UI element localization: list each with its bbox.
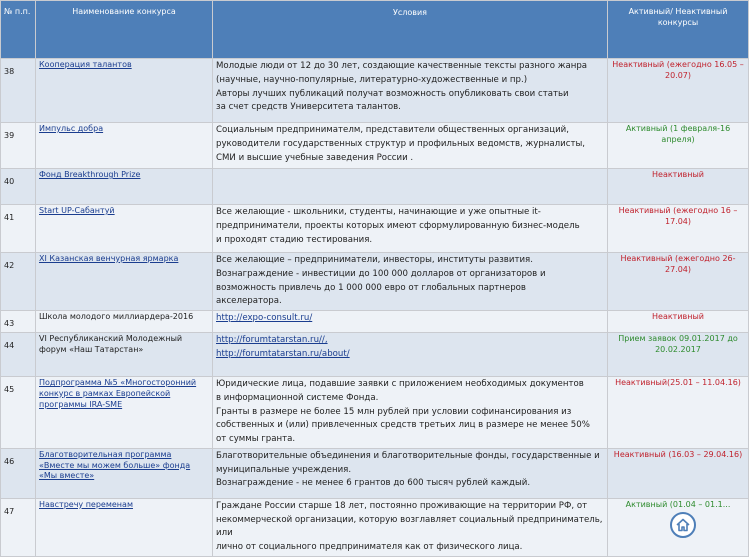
status-cell: Неактивный (ежегодно 16 – 17.04): [608, 205, 749, 253]
row-number: 45: [1, 377, 36, 449]
conditions-cell: [213, 253, 608, 311]
conditions-line: от суммы гранта.: [216, 434, 296, 444]
table-row: [1, 205, 749, 253]
conditions-line: Молодые люди от 12 до 30 лет, создающие качественные тексты разного жанра: [216, 61, 588, 71]
status-cell: Активный (01.04 – 01.1...: [608, 498, 749, 556]
conditions-cell: [213, 59, 608, 123]
conditions-line: Социальным предпринимателм, представители общественных организаций,: [216, 125, 569, 135]
header-status: Активный/ Неактивный конкурсы: [608, 1, 749, 59]
contest-name-link[interactable]: Фонд Breakthrough Prize: [39, 170, 141, 179]
table-row: [1, 169, 749, 205]
conditions-line: муниципальные учреждения.: [216, 464, 352, 475]
table-row: [1, 498, 749, 556]
contest-name-cell: [36, 498, 213, 556]
table-row: [1, 59, 749, 123]
row-number: 39: [1, 123, 36, 169]
status-cell: Прием заявок 09.01.2017 до 20.02.2017: [608, 333, 749, 377]
table-row: [1, 123, 749, 169]
table-row: [1, 448, 749, 498]
conditions-line: Граждане России старше 18 лет, постоянно проживающие на территории РФ, от: [216, 500, 588, 511]
table-row: [1, 311, 749, 333]
contest-name-cell: [36, 448, 213, 498]
conditions-line: Вознаграждение - не менее 6 грантов до 600 тысяч рублей каждый.: [216, 478, 531, 489]
conditions-line: СМИ и высшие учебные заведения России .: [216, 152, 414, 163]
contest-name-link[interactable]: Благотворительная программа «Вместе мы можем больше» фонда «Мы вместе»: [39, 449, 191, 481]
header-num: № п.п.: [1, 1, 36, 59]
status-cell: Неактивный (ежегодно 26-27.04): [608, 253, 749, 311]
conditions-cell: [213, 448, 608, 498]
home-icon: [676, 518, 690, 532]
status-cell: Неактивный: [608, 311, 749, 333]
conditions-link[interactable]: http://forumtatarstan.ru/about/: [216, 348, 350, 359]
conditions-line: и проходят стадию тестирования.: [216, 234, 373, 245]
row-number: 38: [1, 59, 36, 123]
conditions-line: Все желающие – предприниматели, инвесторы, институты развития.: [216, 255, 533, 265]
conditions-line: лично от социального предпринимателя как от физического лица.: [216, 542, 523, 552]
conditions-line: Авторы лучших публикаций получат возможность опубликовать свои статьи: [216, 88, 569, 99]
header-conditions: Условия: [213, 1, 608, 59]
conditions-line: (научные, научно-популярные, литературно-художественные и пр.): [216, 74, 528, 85]
contest-name-link[interactable]: Навстречу переменам: [39, 499, 133, 509]
status-cell: Неактивный: [608, 169, 749, 205]
table-row: [1, 377, 749, 449]
conditions-cell: [213, 333, 608, 377]
table-row: [1, 253, 749, 311]
contest-name-cell: [36, 123, 213, 169]
status-cell: Активный (1 февраля-16 апреля): [608, 123, 749, 169]
status-cell: Неактивный (ежегодно 16.05 – 20.07): [608, 59, 749, 123]
conditions-cell: [213, 498, 608, 556]
conditions-line: руководители государственных структур и профильных ведомств, журналисты,: [216, 138, 585, 149]
conditions-line: акселератора.: [216, 296, 282, 307]
table-body: [1, 59, 749, 557]
conditions-line: за счет средств Университета талантов.: [216, 102, 401, 113]
home-button[interactable]: [670, 512, 696, 538]
contest-name-link[interactable]: Подпрограмма №5 «Многосторонний конкурс в рамках Европейской программы IRA-SME: [39, 378, 197, 409]
row-number: 44: [1, 333, 36, 377]
conditions-cell: [213, 123, 608, 169]
status-cell: Неактивный (16.03 – 29.04.16): [608, 448, 749, 498]
row-number: 46: [1, 448, 36, 498]
contest-name: VI Республиканский Молодежный форум «Наш Татарстан»: [39, 334, 183, 354]
contest-name-cell: [36, 333, 213, 377]
conditions-line: Вознаграждение - инвестиции до 100 000 долларов от организаторов и: [216, 268, 546, 279]
contest-name-cell: [36, 377, 213, 449]
conditions-line: Юридические лица, подавшие заявки с приложением необходимых документов: [216, 379, 584, 389]
conditions-line: Все желающие - школьники, студенты, начинающие и уже опытные it-: [216, 207, 541, 217]
contest-name-link[interactable]: Start UP-Сабантуй: [39, 206, 115, 215]
row-number: 40: [1, 169, 36, 205]
conditions-line: Гранты в размере не более 15 млн рублей при условии софинансирования из: [216, 406, 572, 417]
conditions-line: некоммерческой организации, которую возглавляет социальный предприниматель, или: [216, 514, 603, 539]
conditions-cell: [213, 205, 608, 253]
conditions-line: собственных и (или) привлеченных средств третьих лиц в размере не менее 50%: [216, 420, 590, 431]
contest-name-cell: [36, 205, 213, 253]
row-number: 43: [1, 311, 36, 333]
conditions-line: в информационной системе Фонда.: [216, 392, 379, 403]
conditions-cell: [213, 377, 608, 449]
contest-name-cell: [36, 311, 213, 333]
conditions-link[interactable]: http://expo-consult.ru/: [216, 313, 313, 323]
contest-name-cell: [36, 169, 213, 205]
contest-name-cell: [36, 253, 213, 311]
contest-name-link[interactable]: Кооперация талантов: [39, 60, 132, 69]
conditions-cell: [213, 311, 608, 333]
contest-name: Школа молодого миллиардера-2016: [39, 312, 194, 321]
contest-name-link[interactable]: XI Казанская венчурная ярмарка: [39, 254, 179, 263]
conditions-line: Благотворительные объединения и благотворительные фонды, государственные и: [216, 450, 600, 461]
contest-name-cell: [36, 59, 213, 123]
conditions-line: предприниматели, проекты которых имеют сформулированную бизнес-модель: [216, 220, 580, 231]
contest-name-link[interactable]: Импульс добра: [39, 124, 104, 133]
status-cell: Неактивный(25.01 – 11.04.16): [608, 377, 749, 449]
row-number: 42: [1, 253, 36, 311]
table-row: [1, 333, 749, 377]
conditions-cell: [213, 169, 608, 205]
table-header-row: [1, 1, 749, 59]
row-number: 47: [1, 498, 36, 556]
conditions-link[interactable]: http://forumtatarstan.ru//,: [216, 335, 328, 345]
conditions-line: возможность привлечь до 1 000 000 евро от глобальных партнеров: [216, 282, 526, 293]
row-number: 41: [1, 205, 36, 253]
header-name: Наименование конкурса: [36, 1, 213, 59]
